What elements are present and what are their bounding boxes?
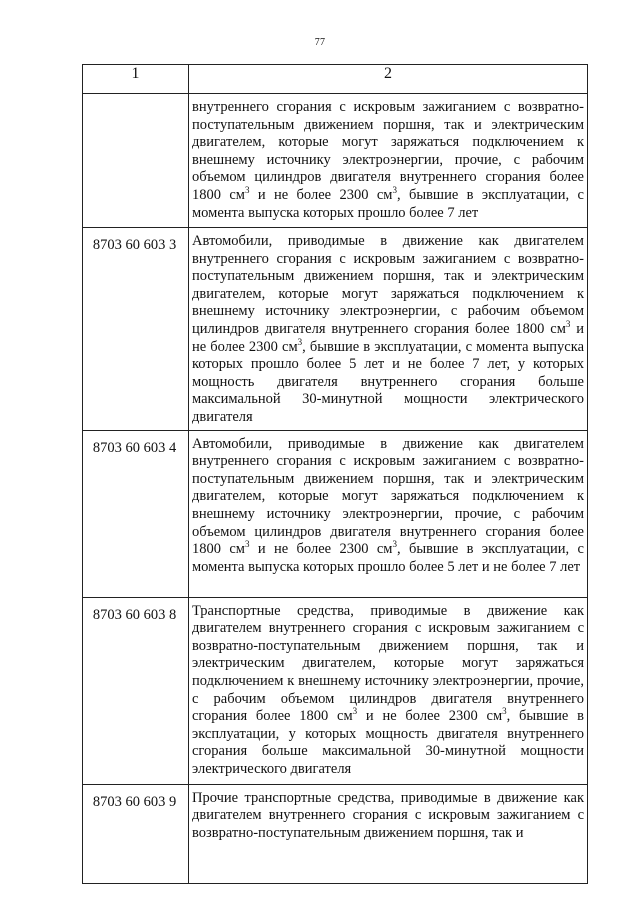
commodity-code: 8703 60 603 4: [83, 430, 189, 597]
table-row: [83, 597, 588, 784]
table-row: [83, 784, 588, 883]
description-text: и не более 2300 см: [192, 320, 584, 355]
commodity-code: [83, 94, 189, 228]
description-text: и не более 2300 см: [249, 186, 393, 203]
description-text: , бывшие в эксплуатации, с момента выпуска которых прошло более 5 лет и не более 7 лет: [192, 541, 584, 575]
description-text: , бывшие в эксплуатации, у которых мощность двигателя внутреннего сгорания больше максимальной 30-минутной мощности электрического двигателя: [192, 708, 584, 777]
superscript: 3: [565, 318, 571, 329]
commodity-description: [189, 430, 588, 597]
description-text: и не более 2300 см: [249, 541, 393, 558]
description-text: Автомобили, приводимые в движение как двигателем внутреннего сгорания с искровым зажиганием с возвратно-поступательным движением поршня, так и электрическим двигателем, которые могут заряжаться подключением к внешнему источнику электроэнергии, прочие, с рабочим объемом цилиндров двигателя внутреннего сгорания более 1800 см: [192, 435, 584, 558]
commodity-code: 8703 60 603 9: [83, 784, 189, 883]
tariff-table: [82, 64, 588, 884]
description-text: внутреннего сгорания с искровым зажиганием с возвратно-поступательным движением поршня, так и электрическим двигателем, которые могут заряжаться подключением к внешнему источнику электроэнергии, прочие, с рабочим объемом цилиндров двигателя внутреннего сгорания более 1800 см: [192, 99, 584, 203]
commodity-description: [189, 597, 588, 784]
commodity-description: [189, 784, 588, 883]
commodity-code: 8703 60 603 3: [83, 228, 189, 431]
superscript: 3: [352, 706, 358, 717]
column-header-1: 1: [83, 65, 189, 94]
column-header-2: 2: [189, 65, 588, 94]
superscript: 3: [244, 539, 250, 550]
description-text: Автомобили, приводимые в движение как двигателем внутреннего сгорания с искровым зажиганием с возвратно-поступательным движением поршня, так и электрическим двигателем, которые могут заряжаться подключением к внешнему источнику электроэнергии, с рабочим объемом цилиндров двигателя внутреннего сгорания более 1800 см: [192, 233, 584, 337]
superscript: 3: [502, 706, 507, 717]
description-text: Прочие транспортные средства, приводимые в движение как двигателем внутреннего сгорания с искровым зажиганием с возвратно-поступательным движением поршня, так и: [192, 789, 584, 841]
commodity-code: 8703 60 603 8: [83, 597, 189, 784]
table-header-row: [83, 65, 588, 94]
description-text: и не более 2300 см: [357, 708, 503, 725]
superscript: 3: [244, 184, 250, 195]
table-row: [83, 228, 588, 431]
table-row: [83, 94, 588, 228]
page-number: 77: [314, 37, 326, 48]
description-text: Транспортные средства, приводимые в движение как двигателем внутреннего сгорания с искровым зажиганием с возвратно-поступательным движением поршня, так и электрическим двигателем, которые могут заряжаться подключением к внешнему источнику электроэнергии, прочие, с рабочим объемом цилиндров двигателя внутреннего сгорания более 1800 см: [192, 602, 584, 725]
commodity-description: [189, 94, 588, 228]
superscript: 3: [392, 184, 397, 195]
description-text: , бывшие в эксплуатации, с момента выпуска которых прошло более 5 лет и не более 7 лет, у которых мощность двигателя внутреннего сгорания больше максимальной 30-минутной мощности электрического двигателя: [192, 338, 585, 425]
table-row: [83, 430, 588, 597]
commodity-description: [189, 228, 588, 431]
superscript: 3: [297, 336, 303, 347]
description-text: , бывшие в эксплуатации, с момента выпуска которых прошло более 7 лет: [192, 186, 584, 221]
superscript: 3: [392, 539, 397, 550]
